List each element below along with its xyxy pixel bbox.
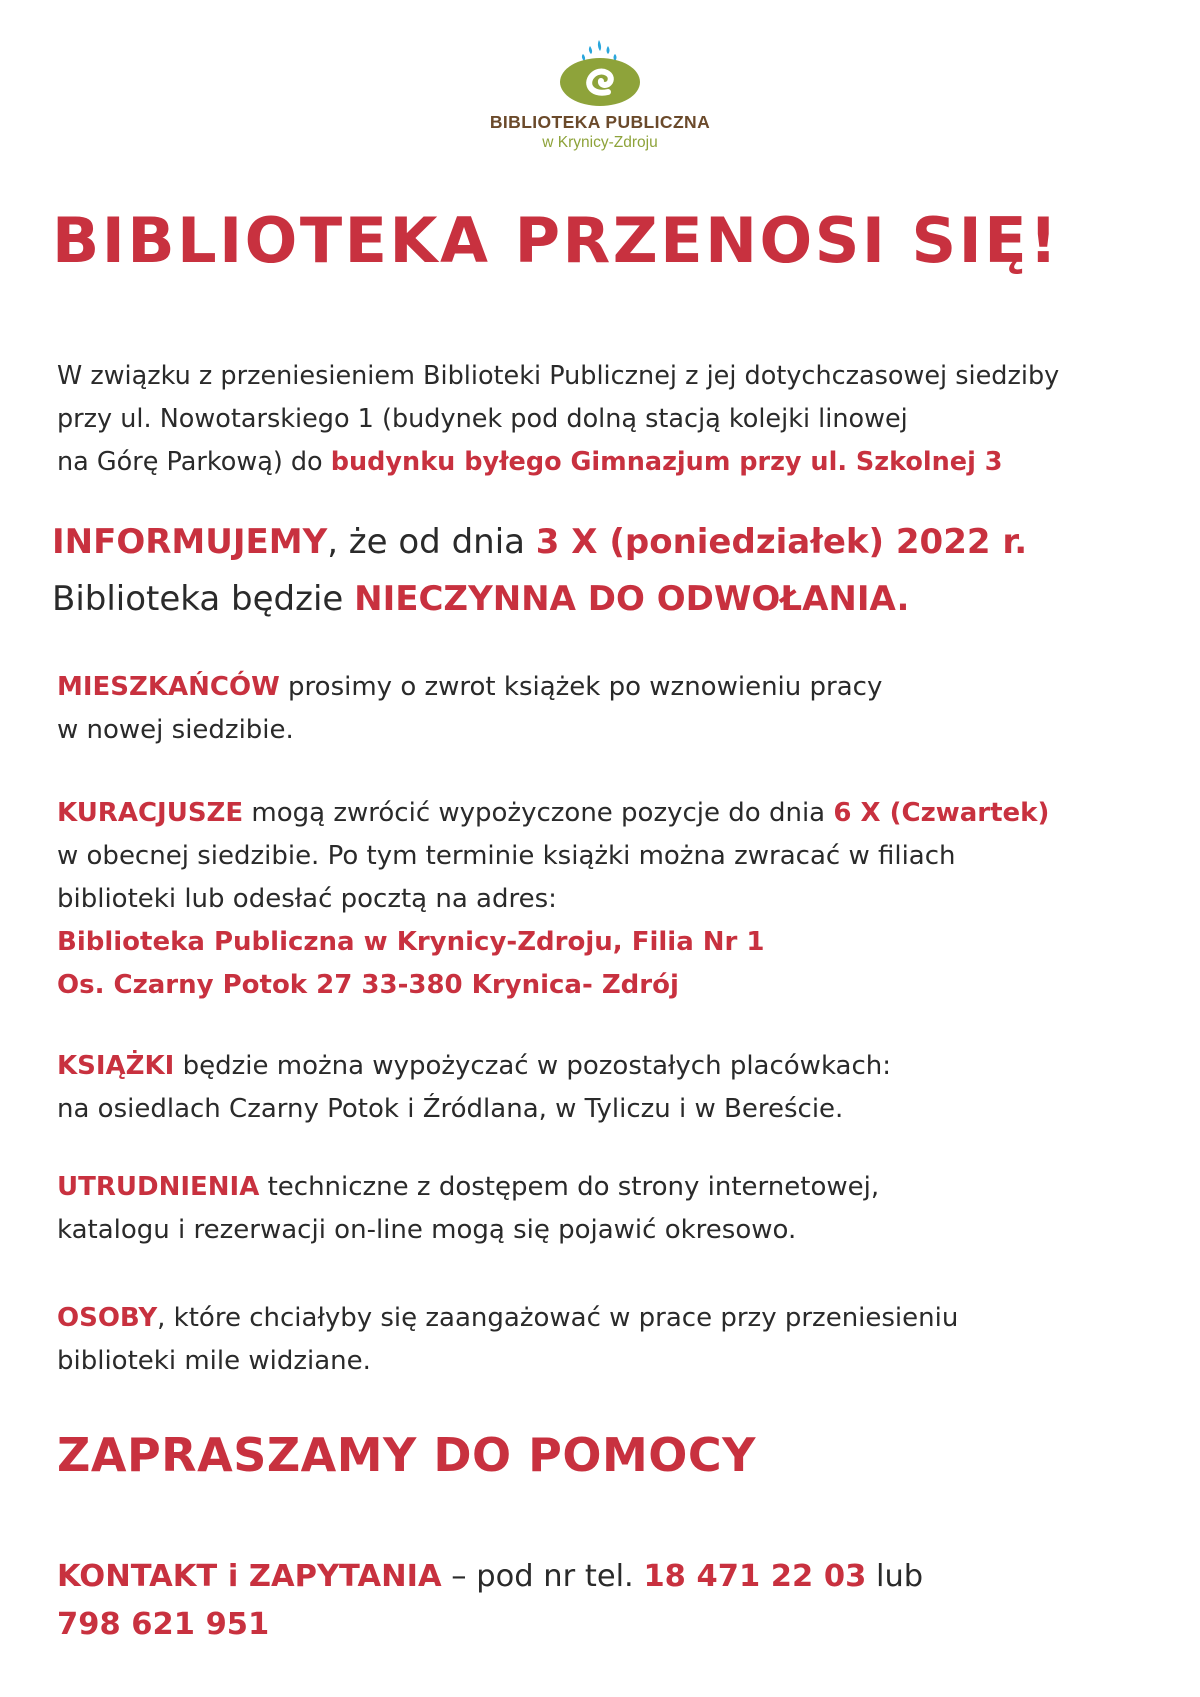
volunteers-text-1: , które chciałyby się zaangażować w prace przy przeniesieniu	[157, 1303, 959, 1333]
intro-paragraph	[57, 355, 1177, 484]
section-books	[57, 1045, 1157, 1131]
section-visitors	[57, 792, 1157, 1007]
announcement-line-2	[52, 571, 1172, 628]
residents-line-2: w nowej siedzibie.	[57, 715, 294, 745]
announcement-period: .	[896, 579, 910, 619]
return-address-line-1: Biblioteka Publiczna w Krynicy-Zdroju, Filia Nr 1	[57, 927, 765, 957]
new-location-highlight: budynku byłego Gimnazjum przy ul. Szkolnej 3	[330, 447, 1003, 477]
intro-line-1: W związku z przeniesieniem Biblioteki Publicznej z jej dotychczasowej siedziby	[57, 361, 1060, 391]
phone-number-2[interactable]: 798 621 951	[57, 1607, 270, 1642]
library-location: w Krynicy-Zdroju	[542, 134, 658, 151]
closure-date: 3 X (poniedziałek) 2022 r.	[535, 522, 1028, 562]
library-name: BIBLIOTEKA PUBLICZNA	[489, 112, 711, 132]
volunteers-line-2: biblioteki mile widziane.	[57, 1346, 371, 1376]
library-logo	[0, 36, 1200, 152]
intro-line-3	[57, 441, 1177, 484]
page-title: BIBLIOTEKA PRZENOSI SIĘ!	[52, 204, 1060, 277]
difficulties-text-1: techniczne z dostępem do strony internetowej,	[259, 1172, 880, 1202]
residents-text-1: prosimy o zwrot książek po wznowieniu pracy	[279, 672, 883, 702]
volunteers-keyword: OSOBY	[57, 1303, 158, 1333]
call-to-action: ZAPRASZAMY DO POMOCY	[57, 1428, 756, 1482]
visitors-line-2: w obecnej siedzibie. Po tym terminie książki można zwracać w filiach	[57, 841, 956, 871]
books-keyword: KSIĄŻKI	[57, 1051, 175, 1081]
books-line-1	[57, 1045, 1157, 1088]
contact-text-2: lub	[866, 1559, 924, 1594]
difficulties-line-1	[57, 1166, 1157, 1209]
contact-text-1: – pod nr tel.	[441, 1559, 644, 1594]
visitors-line-3: biblioteki lub odesłać pocztą na adres:	[57, 884, 557, 914]
closure-announcement	[52, 514, 1172, 628]
closure-status: NIECZYNNA DO ODWOŁANIA	[354, 579, 897, 619]
announcement-text-2: Biblioteka będzie	[52, 579, 355, 619]
residents-keyword: MIESZKAŃCÓW	[57, 672, 280, 702]
announcement-line-1	[52, 514, 1172, 571]
intro-line-2: przy ul. Nowotarskiego 1 (budynek pod dolną stacją kolejki linowej	[57, 404, 908, 434]
section-residents	[57, 666, 1157, 752]
difficulties-keyword: UTRUDNIENIA	[57, 1172, 260, 1202]
contact-info	[57, 1553, 1157, 1649]
announcement-keyword: INFORMUJEMY	[52, 522, 328, 562]
section-difficulties	[57, 1166, 1157, 1252]
announcement-text-1: , że od dnia	[327, 522, 536, 562]
contact-line-1	[57, 1553, 1157, 1601]
visitors-text-1: mogą zwrócić wypożyczone pozycje do dnia	[243, 798, 834, 828]
books-line-2: na osiedlach Czarny Potok i Źródlana, w Tyliczu i w Bereście.	[57, 1094, 844, 1124]
difficulties-line-2: katalogu i rezerwacji on-line mogą się pojawić okresowo.	[57, 1215, 797, 1245]
volunteers-line-1	[57, 1297, 1157, 1340]
section-volunteers	[57, 1297, 1157, 1383]
visitors-keyword: KURACJUSZE	[57, 798, 244, 828]
return-deadline: 6 X (Czwartek)	[833, 798, 1050, 828]
contact-keyword: KONTAKT i ZAPYTANIA	[57, 1559, 442, 1594]
books-text-1: będzie można wypożyczać w pozostałych placówkach:	[174, 1051, 892, 1081]
intro-line-3-text: na Górę Parkową) do	[57, 447, 331, 477]
visitors-line-1	[57, 792, 1157, 835]
return-address-line-2: Os. Czarny Potok 27 33-380 Krynica- Zdrój	[57, 970, 679, 1000]
phone-number-1[interactable]: 18 471 22 03	[643, 1559, 867, 1594]
library-logo-icon	[550, 36, 650, 108]
residents-line-1	[57, 666, 1157, 709]
